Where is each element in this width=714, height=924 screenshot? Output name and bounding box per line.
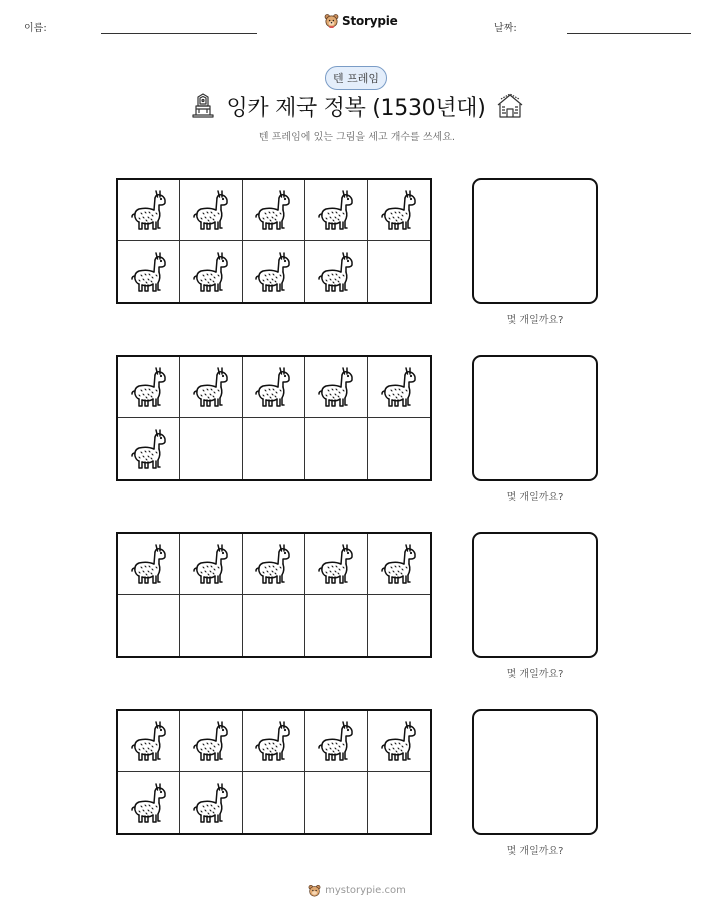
answer-box[interactable] <box>472 709 598 835</box>
footer <box>0 884 714 897</box>
answer-box[interactable] <box>472 178 598 304</box>
answer-question: 몇 개일까요? <box>506 315 564 326</box>
llama-icon <box>253 719 293 763</box>
answer-box[interactable] <box>472 355 598 481</box>
ten-frame-cell <box>305 180 367 241</box>
llama-icon <box>129 781 169 825</box>
ten-frame-cell <box>180 711 242 772</box>
answer-box[interactable] <box>472 532 598 658</box>
llama-icon <box>129 365 169 409</box>
page-title: 잉카 제국 정복 (1530년대) <box>226 95 486 121</box>
llama-icon <box>316 250 356 294</box>
worksheet-type-badge: 텐 프레임 <box>325 66 387 90</box>
ten-frame-cell <box>243 711 305 772</box>
llama-icon <box>316 188 356 232</box>
ten-frame-cell <box>305 241 367 302</box>
ten-frame-cell <box>180 418 242 479</box>
name-field-line[interactable] <box>101 33 257 34</box>
llama-icon <box>379 365 419 409</box>
answer-question: 몇 개일까요? <box>506 669 564 680</box>
ten-frame-cell <box>368 418 430 479</box>
ten-frame-cell <box>243 772 305 833</box>
llama-icon <box>191 781 231 825</box>
ten-frame-cell <box>305 711 367 772</box>
answer-question: 몇 개일까요? <box>506 846 564 857</box>
ten-frame-cell <box>305 595 367 656</box>
llama-icon <box>253 188 293 232</box>
date-label: 날짜: <box>494 23 517 34</box>
answer-question: 몇 개일까요? <box>506 492 564 503</box>
ten-frame-cell <box>180 772 242 833</box>
ten-frame-cell <box>305 772 367 833</box>
ten-frame-cell <box>243 241 305 302</box>
bear-mascot-icon <box>324 13 339 28</box>
ten-frame-cell <box>118 534 180 595</box>
ten-frame-cell <box>243 534 305 595</box>
ten-frame-cell <box>305 357 367 418</box>
llama-icon <box>316 542 356 586</box>
ten-frame-cell <box>368 772 430 833</box>
llama-icon <box>253 542 293 586</box>
throne-icon <box>190 93 216 119</box>
ten-frame-cell <box>118 241 180 302</box>
ten-frame-cell <box>180 241 242 302</box>
llama-icon <box>379 542 419 586</box>
ten-frame-cell <box>118 180 180 241</box>
llama-icon <box>191 542 231 586</box>
llama-icon <box>191 250 231 294</box>
brand-logo <box>324 13 398 28</box>
ten-frame-cell <box>180 180 242 241</box>
title-row <box>0 88 714 124</box>
llama-icon <box>253 250 293 294</box>
ten-frame-cell <box>180 357 242 418</box>
ten-frame-cell <box>368 534 430 595</box>
ten-frame-cell <box>180 534 242 595</box>
ten-frame-cell <box>305 418 367 479</box>
ten-frame <box>116 178 432 304</box>
llama-icon <box>379 719 419 763</box>
llama-icon <box>129 250 169 294</box>
ten-frame <box>116 532 432 658</box>
house-icon <box>496 93 524 119</box>
llama-icon <box>316 719 356 763</box>
instruction-text: 텐 프레임에 있는 그림을 세고 개수를 쓰세요. <box>258 132 456 143</box>
llama-icon <box>129 719 169 763</box>
brand-name: Storypie <box>342 13 398 28</box>
worksheet-header <box>0 0 714 50</box>
ten-frame-cell <box>368 180 430 241</box>
ten-frame-cell <box>118 711 180 772</box>
llama-icon <box>129 427 169 471</box>
ten-frame-cell <box>368 357 430 418</box>
ten-frame <box>116 709 432 835</box>
footer-url: mystorypie.com <box>325 885 406 896</box>
ten-frame-cell <box>243 595 305 656</box>
ten-frame-cell <box>118 357 180 418</box>
ten-frame <box>116 355 432 481</box>
ten-frame-cell <box>243 418 305 479</box>
llama-icon <box>129 542 169 586</box>
name-label: 이름: <box>24 23 47 34</box>
ten-frame-cell <box>243 180 305 241</box>
ten-frame-cell <box>180 595 242 656</box>
ten-frame-cell <box>118 418 180 479</box>
llama-icon <box>191 719 231 763</box>
ten-frame-cell <box>368 711 430 772</box>
ten-frame-cell <box>243 357 305 418</box>
date-field-line[interactable] <box>567 33 691 34</box>
ten-frame-cell <box>368 595 430 656</box>
llama-icon <box>129 188 169 232</box>
ten-frame-cell <box>305 534 367 595</box>
llama-icon <box>191 188 231 232</box>
llama-icon <box>379 188 419 232</box>
ten-frame-cell <box>118 595 180 656</box>
bear-mascot-icon <box>308 884 321 897</box>
ten-frame-cell <box>118 772 180 833</box>
ten-frame-cell <box>368 241 430 302</box>
llama-icon <box>191 365 231 409</box>
llama-icon <box>253 365 293 409</box>
llama-icon <box>316 365 356 409</box>
